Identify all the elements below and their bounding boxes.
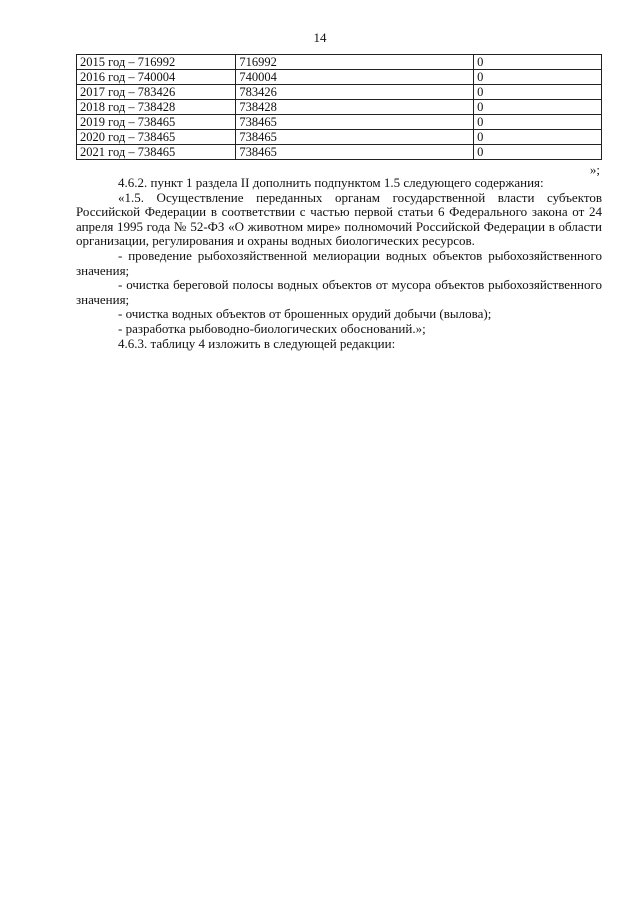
paragraph-4-6-2: 4.6.2. пункт 1 раздела II дополнить подпунктом 1.5 следующего содержания: (118, 175, 544, 190)
list-item-shore-cleaning: - очистка береговой полосы водных объектов от мусора объектов рыбохозяйственного значения; (76, 277, 602, 307)
body-text (76, 176, 602, 351)
table-cell-zero: 0 (474, 100, 602, 115)
table-row (77, 115, 602, 130)
table-cell-zero: 0 (474, 70, 602, 85)
data-table (76, 54, 602, 160)
table-row (77, 70, 602, 85)
paragraph-1-5: «1.5. Осуществление переданных органам государственной власти субъектов Российской Федерации в соответствии с частью первой статьи 6 Федерального закона от 24 апреля 1995 года № 52-ФЗ «О животном мире» полномочий Российской Федерации в области организации, регулирования и охраны водных биологических ресурсов. (76, 189, 602, 249)
table-cell-value: 738465 (236, 145, 474, 160)
list-item-melioration: - проведение рыбохозяйственной мелиорации водных объектов рыбохозяйственного значения; (76, 247, 602, 278)
table-cell-value: 716992 (236, 55, 474, 70)
table-cell-year: 2020 год – 738465 (77, 130, 236, 145)
paragraph-4-6-3: 4.6.3. таблицу 4 изложить в следующей редакции: (118, 335, 396, 351)
table-row (77, 130, 602, 145)
table-row (77, 55, 602, 70)
table-cell-year: 2018 год – 738428 (77, 100, 236, 115)
table-cell-value: 738465 (236, 115, 474, 130)
page-number: 14 (313, 30, 327, 45)
table-cell-zero: 0 (474, 55, 602, 70)
list-item-gear-cleaning: - очистка водных объектов от брошенных орудий добычи (вылова); (118, 306, 492, 322)
table-cell-year: 2019 год – 738465 (77, 115, 236, 130)
table-cell-year: 2015 год – 716992 (77, 55, 236, 70)
table-row (77, 145, 602, 160)
table-cell-value: 738428 (236, 100, 474, 115)
table-cell-zero: 0 (474, 85, 602, 100)
table-cell-year: 2016 год – 740004 (77, 70, 236, 85)
list-item-justifications: - разработка рыбоводно-биологических обоснований.»; (118, 320, 426, 336)
table-cell-zero: 0 (474, 145, 602, 160)
table-cell-year: 2021 год – 738465 (77, 145, 236, 160)
table-cell-value: 783426 (236, 85, 474, 100)
table-cell-zero: 0 (474, 115, 602, 130)
closing-quote: »; (589, 162, 600, 177)
table-cell-value: 738465 (236, 130, 474, 145)
table-row (77, 100, 602, 115)
table-cell-value: 740004 (236, 70, 474, 85)
table-cell-year: 2017 год – 783426 (77, 85, 236, 100)
table-row (77, 85, 602, 100)
table-cell-zero: 0 (474, 130, 602, 145)
